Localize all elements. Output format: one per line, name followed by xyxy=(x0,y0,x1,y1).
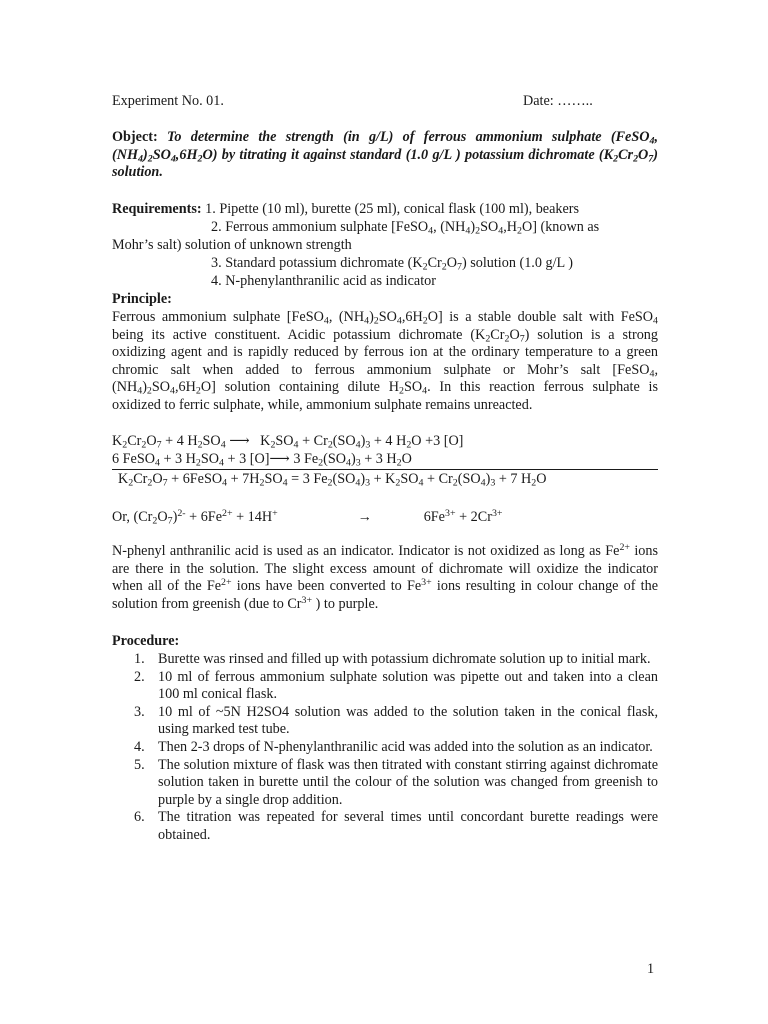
procedure-step: 2. 10 ml of ferrous ammonium sulphate solution was pipette out and taken into a clean 100 ml conical flask. xyxy=(134,668,658,703)
procedure-step: 1. Burette was rinsed and filled up with potassium dichromate solution up to initial mark. xyxy=(134,651,651,667)
procedure-step: 4. Then 2-3 drops of N-phenylanthranilic acid was added into the solution as an indicator. xyxy=(134,738,653,755)
object-section xyxy=(112,129,658,182)
requirement-item-4: 4. N-phenylanthranilic acid as indicator xyxy=(211,273,436,289)
date-field: Date: …….. xyxy=(523,93,593,109)
experiment-number: Experiment No. 01. xyxy=(112,93,224,109)
requirement-item-3: 3. Standard potassium dichromate $(K_2Cr_2O_7)$ solution (1.0 g/L ) xyxy=(211,255,573,273)
requirements-label-line xyxy=(112,201,579,219)
procedure-label: Procedure: xyxy=(112,633,180,649)
procedure-step: 3. 10 ml of ~5N H2SO4 solution was added to the solution taken in the conical flask, using marked test tube. xyxy=(134,703,658,738)
procedure-list xyxy=(112,651,658,845)
equation-ionic: Or, $(Cr_2O_7)^{2-} + 6Fe^{2+} + 14H^+ \to 6Fe^{3+} + 2Cr^{3+}$ xyxy=(112,508,503,527)
object-label: Object: xyxy=(112,129,158,145)
equation-1: $K_2Cr_2O_7 + 4$ $H_2SO_4$ ⟶ $K_2SO_4 + Cr_2(SO_4)_3 + 4$ $H_2O +3$ [O] xyxy=(112,433,464,451)
principle-paragraph: Ferrous ammonium sulphate [FeSO$_4$, $(NH_4)_2SO_4,6H_2O$] is a stable double salt with FeSO$_4$ being its active constituent. Acidic potassium dichromate $(K_2Cr_2O_7)$ solution is a strong oxidizing agent and is rapidly reduced by ferrous ion at the ordinary temperature to a green chromic salt when added to ferrous ammonium sulphate or Mohr’s salt [FeSO$_4$, $(NH_4)_2SO_4,6H_2O$] solution containing dilute $H_2SO_4$. In this reaction ferrous sulphate is oxidized to ferric sulphate, while, ammonium sulphate remains unreacted. xyxy=(112,309,658,413)
equation-sum-rule xyxy=(112,469,658,470)
procedure-step: 6. The titration was repeated for several times until concordant burette readings were obtained. xyxy=(134,809,658,843)
principle-label: Principle: xyxy=(112,291,172,307)
requirement-item-1: 1. Pipette (10 ml), burette (25 ml), conical flask (100 ml), beakers xyxy=(205,201,580,217)
requirements-label: Requirements: xyxy=(112,201,202,217)
procedure-step: 5. The solution mixture of flask was then titrated with constant stirring against dichromate solution taken in burette until the colour of the solution was changed from greenish to purple by a single drop addition. xyxy=(134,756,658,808)
equation-net: $K_2Cr_2O_7$ + 6FeSO$_4$ + $7H_2SO_4 = 3$ $Fe_2(SO_4)_3 + K_2SO_4 + Cr_2(SO_4)_3 + 7$ $H_2O$ xyxy=(118,471,547,489)
equation-2: 6 FeSO$_4$ + 3 $H_2SO_4 + 3$ [O]⟶ 3 $Fe_2(SO_4)_3 + 3$ $H_2O$ xyxy=(112,451,412,469)
requirement-item-2: 2. Ferrous ammonium sulphate [FeSO$_4$, $(NH_4)_2SO_4,H_2O$] (known as xyxy=(211,219,600,237)
requirement-item-2-cont: Mohr’s salt) solution of unknown strength xyxy=(112,237,352,253)
page-number: 1 xyxy=(647,961,655,977)
indicator-paragraph: N-phenyl anthranilic acid is used as an indicator. Indicator is not oxidized as long as $Fe^{2+}$ ions are there in the solution. The slight excess amount of dichromate will oxidize the indicator when all of the $Fe^{2+}$ ions have been converted to $Fe^{3+}$ ions resulting in colour change of the solution from greenish (due to $Cr^{3+}$ ) to purple. xyxy=(112,542,659,612)
object-text: To determine the strength (in g/L) of ferrous ammonium sulphate (FeSO$_4$, $(NH_4)_2SO_4,6H_2O$) by titrating it against standard (1.0 g/L ) potassium dichromate $(K_2Cr_2O_7)$ solution. xyxy=(112,129,658,181)
